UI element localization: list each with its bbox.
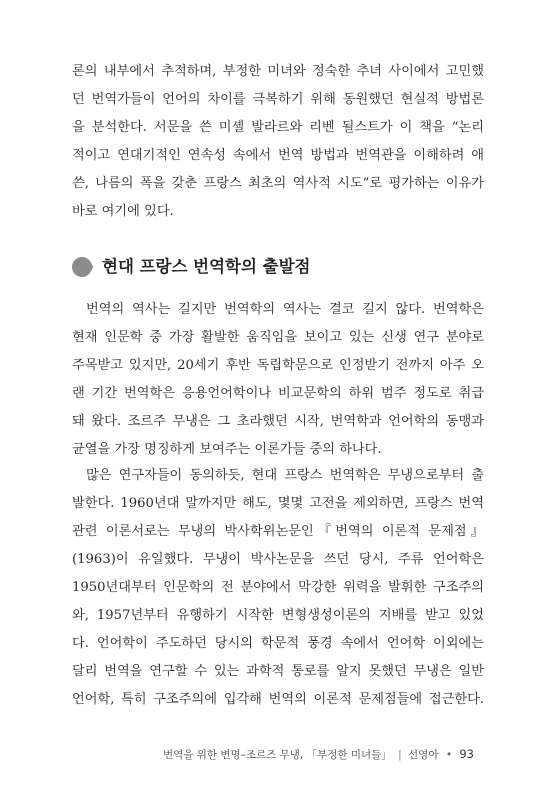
- text-line: 론의 내부에서 추적하며, 부정한 미녀와 정숙한 추녀 사이에서 고민했: [72, 64, 484, 79]
- text-line: 발한다. 1960년대 말까지만 해도, 몇몇 고전을 제외하면, 프랑스 번역: [72, 496, 484, 511]
- text-line: 달리 번역을 연구할 수 있는 과학적 통로를 알지 못했던 무냉은 일반: [72, 664, 484, 679]
- intro-paragraph: [72, 58, 484, 226]
- text-line: 와, 1957년부터 유행하기 시작한 변형생성이론의 지배를 받고 있었: [72, 608, 484, 623]
- running-title: 번역을 위한 변명–조르즈 무냉, 「부정한 미녀들」: [162, 749, 392, 761]
- text-line: 쓴, 나름의 폭을 갖춘 프랑스 최초의 역사적 시도”로 평가하는 이유가: [72, 176, 484, 191]
- text-line: 던 번역가들이 언어의 차이를 극복하기 위해 동원했던 현실적 방법론: [72, 92, 484, 107]
- text-line: 현재 인문학 중 가장 활발한 움직임을 보이고 있는 신생 연구 분야로: [72, 330, 484, 345]
- footer-author: 선영아: [408, 749, 439, 761]
- text-line: 균열을 가장 명징하게 보여주는 이론가들 중의 하나다.: [72, 442, 382, 457]
- section-marker-icon: [70, 255, 94, 279]
- text-line: 바로 여기에 있다.: [72, 204, 174, 219]
- footer-separator: |: [398, 749, 402, 761]
- text-line: 언어학, 특히 구조주의에 입각해 번역의 이론적 문제점들에 접근한다.: [72, 692, 484, 707]
- text-line: 관련 이론서로는 무냉의 박사학위논문인『번역의 이론적 문제점』: [72, 524, 484, 539]
- text-line: 다. 언어학이 주도하던 당시의 학문적 풍경 속에서 언어학 이외에는: [72, 636, 484, 651]
- text-line: 많은 연구자들이 동의하듯, 현대 프랑스 번역학은 무냉으로부터 출: [86, 468, 484, 483]
- text-line: 을 분석한다. 서문을 쓴 미셸 발라르와 리벤 될스트가 이 책을 “논리: [72, 120, 484, 135]
- text-line: 랜 기간 번역학은 응용언어학이나 비교문학의 하위 범주 정도로 취급: [72, 386, 484, 401]
- text-line: (1963)이 유일했다. 무냉이 박사논문을 쓰던 당시, 주류 언어학은: [72, 552, 484, 567]
- page-footer: [163, 747, 474, 762]
- page-number: 93: [459, 747, 474, 761]
- body-paragraph-2: [72, 462, 484, 714]
- footer-dot: •: [445, 749, 453, 761]
- text-line: 번역의 역사는 길지만 번역학의 역사는 결코 길지 않다. 번역학은: [86, 302, 484, 317]
- body-paragraph-1: [72, 296, 484, 464]
- text-line: 1950년대부터 인문학의 전 분야에서 막강한 위력을 발휘한 구조주의: [72, 580, 484, 595]
- text-line: 주목받고 있지만, 20세기 후반 독립학문으로 인정받기 전까지 아주 오: [72, 358, 484, 373]
- section-heading: [70, 252, 490, 282]
- text-line: 적이고 연대기적인 연속성 속에서 번역 방법과 번역관을 이해하려 애: [72, 148, 484, 163]
- section-heading-title: 현대 프랑스 번역학의 출발점: [102, 257, 311, 276]
- text-line: 돼 왔다. 조르주 무냉은 그 초라했던 시작, 번역학과 언어학의 동맹과: [72, 414, 484, 429]
